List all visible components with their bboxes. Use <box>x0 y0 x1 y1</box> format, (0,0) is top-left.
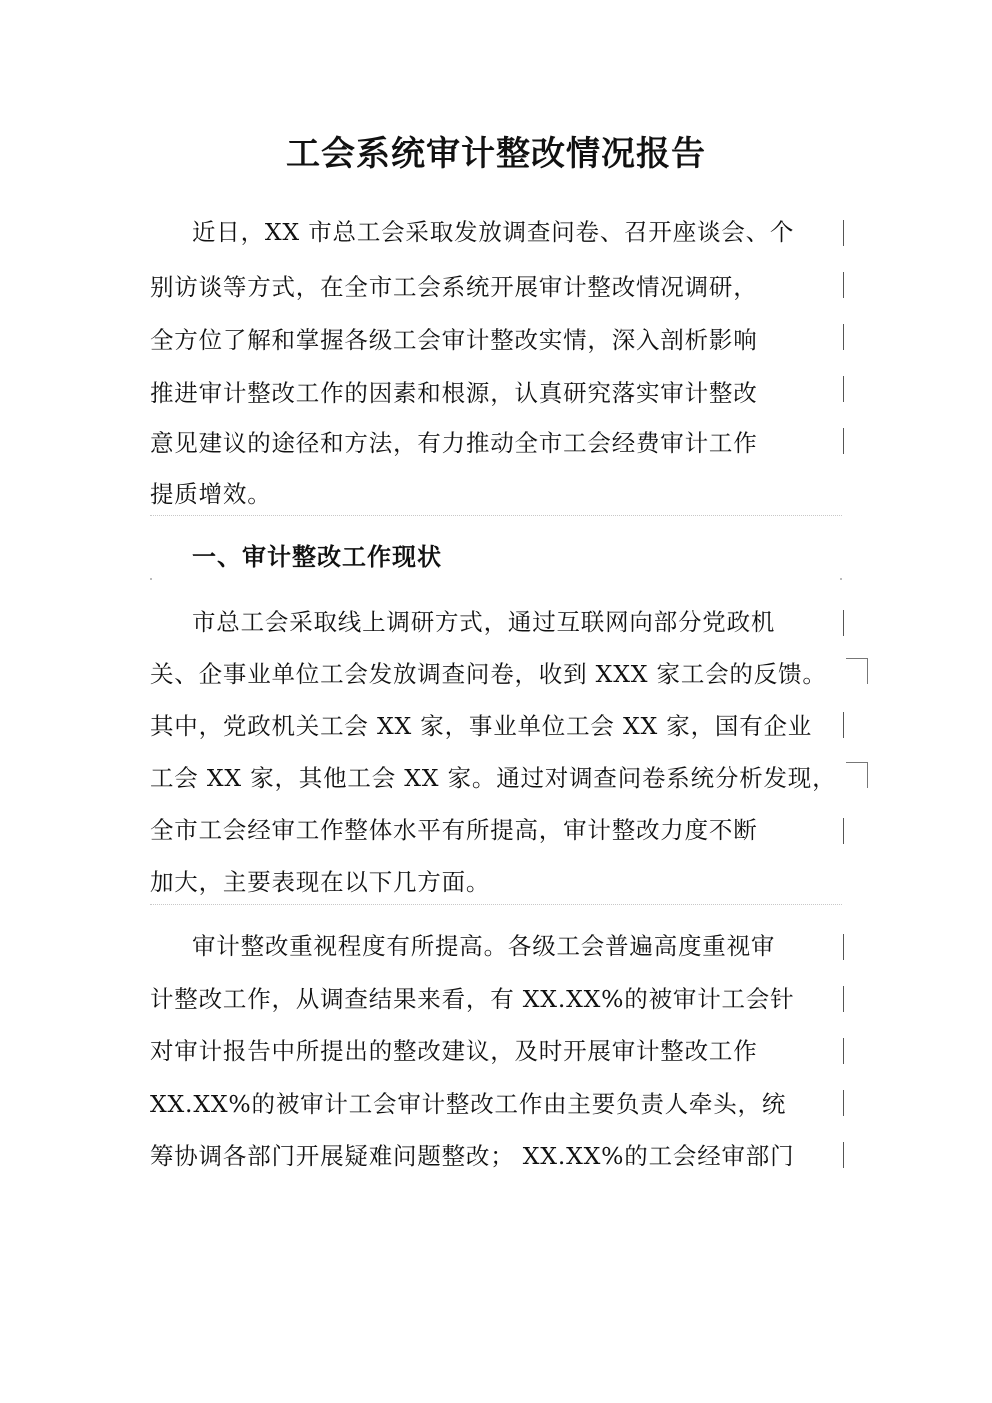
margin-mark <box>843 712 844 738</box>
paragraph-1-line: 别访谈等方式，在全市工会系统开展审计整改情况调研， <box>150 273 758 301</box>
paragraph-1-line: 近日，XX 市总工会采取发放调查问卷、召开座谈会、个 <box>192 218 795 246</box>
margin-mark <box>843 324 844 350</box>
margin-mark <box>843 986 844 1012</box>
paragraph-3-line: 对审计报告中所提出的整改建议，及时开展审计整改工作 <box>150 1037 758 1065</box>
paragraph-separator <box>150 904 842 905</box>
paragraph-2-line: 市总工会采取线上调研方式，通过互联网向部分党政机 <box>192 608 776 636</box>
paragraph-2-line: 加大，主要表现在以下几方面。 <box>150 868 491 896</box>
margin-mark <box>843 818 844 844</box>
paragraph-1-line: 全方位了解和掌握各级工会审计整改实情，深入剖析影响 <box>150 326 758 354</box>
margin-corner-mark <box>846 658 868 684</box>
paragraph-1-line: 推进审计整改工作的因素和根源，认真研究落实审计整改 <box>150 379 758 407</box>
paragraph-2-line: 其中，党政机关工会 XX 家，事业单位工会 XX 家，国有企业 <box>150 712 813 740</box>
paragraph-marker <box>840 578 842 580</box>
paragraph-3-line: XX.XX%的被审计工会审计整改工作由主要负责人牵头，统 <box>150 1090 787 1118</box>
margin-mark <box>843 220 844 246</box>
paragraph-1-line: 意见建议的途径和方法，有力推动全市工会经费审计工作 <box>150 429 758 457</box>
margin-corner-mark <box>846 762 868 788</box>
document-title: 工会系统审计整改情况报告 <box>286 134 706 174</box>
paragraph-2-line: 全市工会经审工作整体水平有所提高，审计整改力度不断 <box>150 816 758 844</box>
paragraph-1-line: 提质增效。 <box>150 480 272 508</box>
margin-mark <box>843 376 844 402</box>
paragraph-3-line: 筹协调各部门开展疑难问题整改； XX.XX%的工会经审部门 <box>150 1142 795 1170</box>
paragraph-2-line: 工会 XX 家，其他工会 XX 家。通过对调查问卷系统分析发现， <box>150 764 837 792</box>
paragraph-2-line: 关、企事业单位工会发放调查问卷，收到 XXX 家工会的反馈。 <box>150 660 827 688</box>
paragraph-3-line: 计整改工作，从调查结果来看，有 XX.XX%的被审计工会针 <box>150 985 795 1013</box>
paragraph-separator <box>150 515 842 516</box>
paragraph-marker <box>150 578 152 580</box>
margin-mark <box>843 272 844 298</box>
paragraph-3-line: 审计整改重视程度有所提高。各级工会普遍高度重视审 <box>192 932 776 960</box>
margin-mark <box>843 1038 844 1064</box>
margin-mark <box>843 934 844 960</box>
section-heading: 一、审计整改工作现状 <box>192 542 442 571</box>
margin-mark <box>843 1142 844 1168</box>
margin-mark <box>843 428 844 454</box>
margin-mark <box>843 1090 844 1116</box>
margin-mark <box>843 610 844 636</box>
